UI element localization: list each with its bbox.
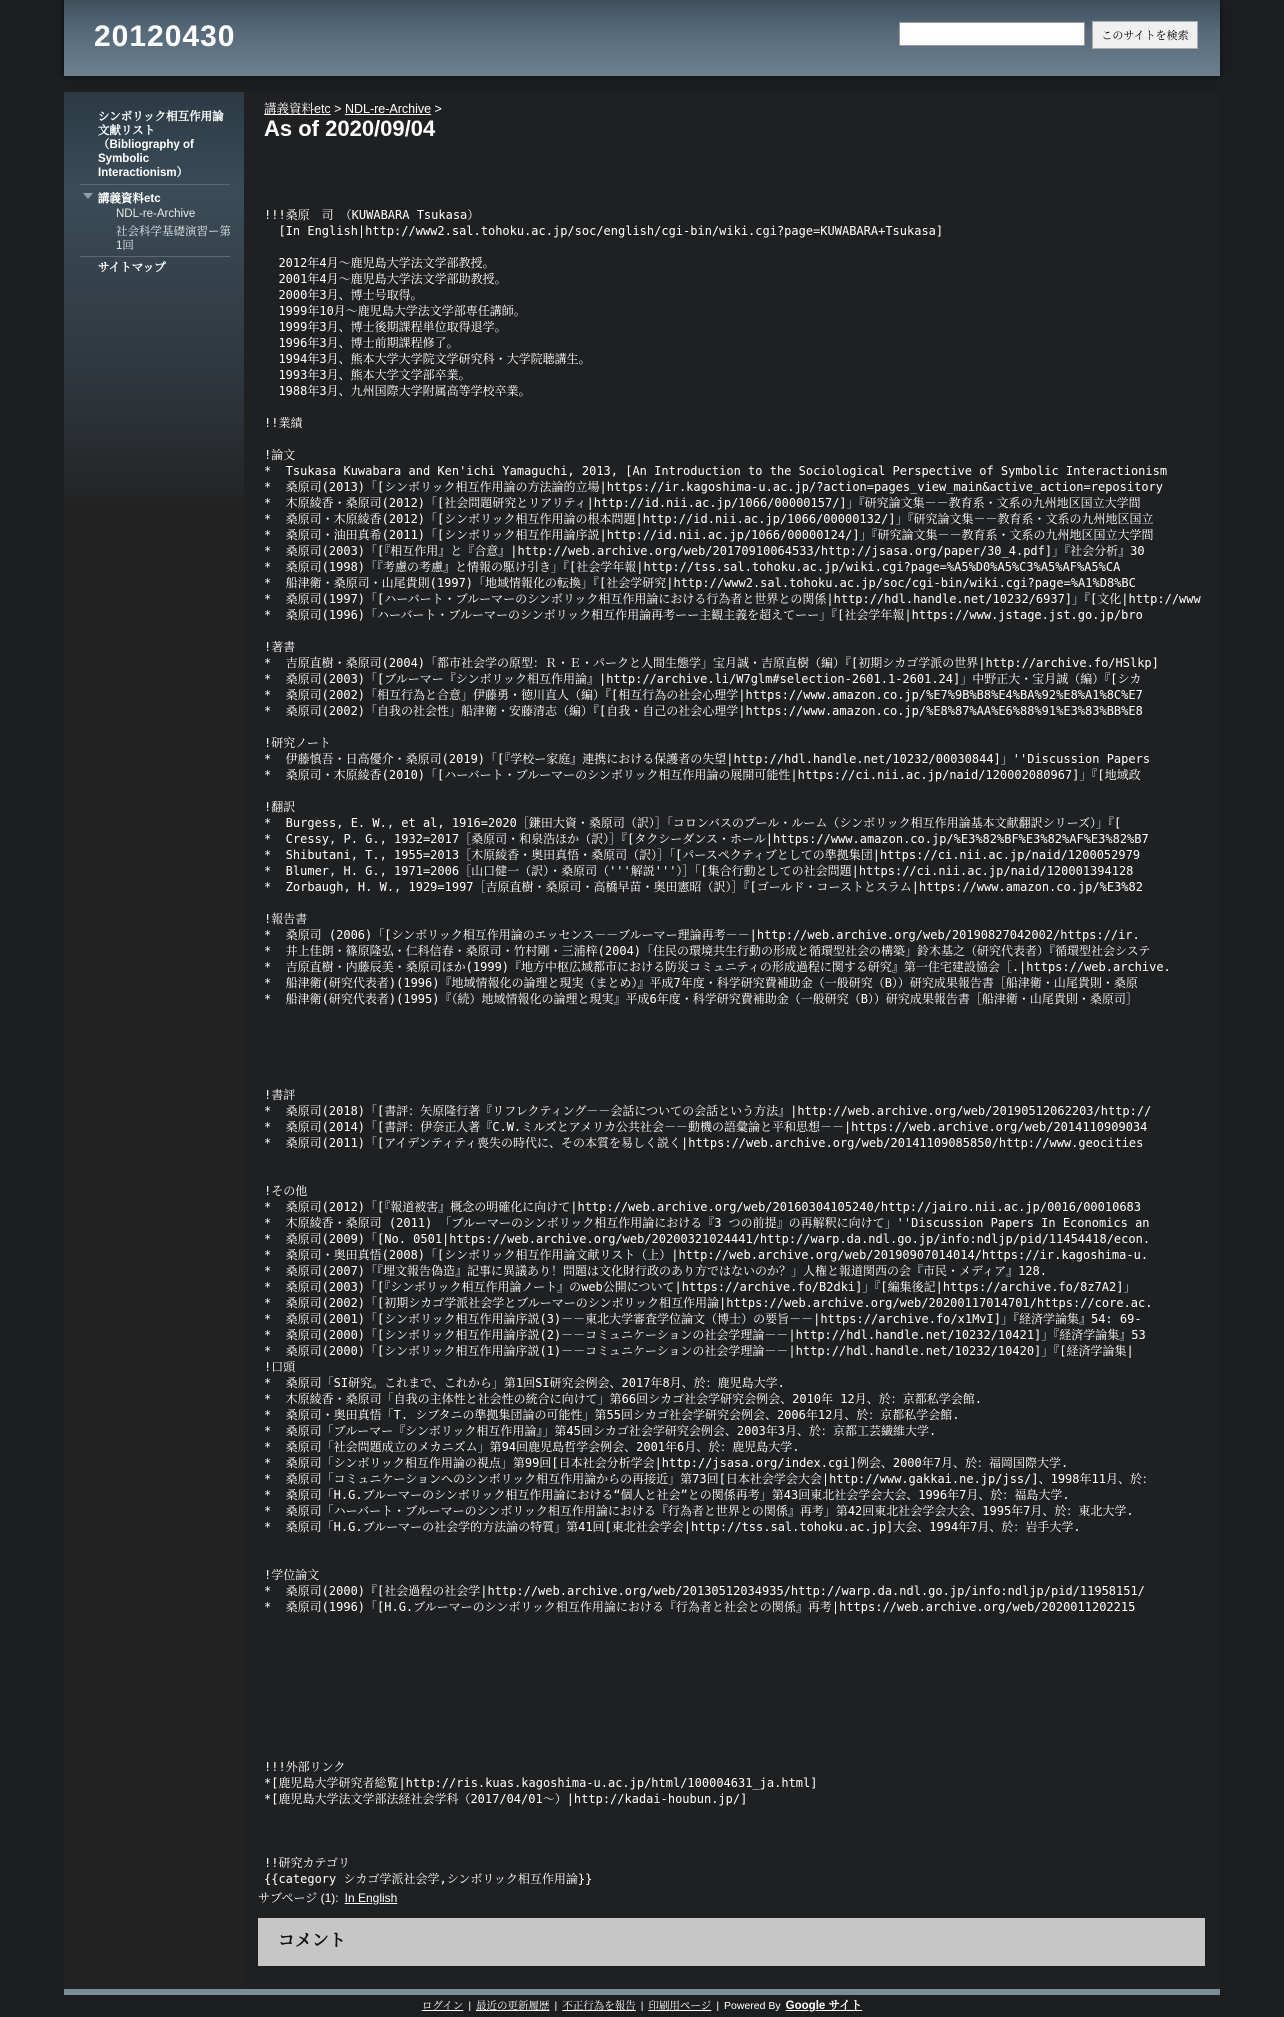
main-content	[244, 92, 1220, 1989]
wiki-source-text	[264, 191, 1220, 1887]
wiki-line: * 桑原司(2003)「[ブルーマー『シンボリック相互作用論』|http://archive.li/W7glm#selection-2601.1-2601.24]」中野正大・宝月誠（編）『[シカ	[264, 672, 1142, 686]
wiki-line: !学位論文	[264, 1568, 320, 1582]
wiki-line: * 船津衛・桑原司・山尾貴則(1997)「地域情報化の転換」『[社会学研究|http://www2.sal.tohoku.ac.jp/soc/cgi-bin/wiki.cgi?page=%A1%D8%BC	[264, 576, 1136, 590]
wiki-line	[264, 1631, 1220, 1647]
wiki-line: * 船津衛(研究代表者)(1996)『地域情報化の論理と現実（まとめ）』平成7年度・科学研究費補助金（一般研究（B））研究成果報告書［船津衛・山尾貴則・桑原	[264, 976, 1138, 990]
wiki-line	[264, 1007, 1220, 1023]
wiki-line: * Burgess, E. W., et al, 1916=2020［鎌田大資・桑原司（訳）］「コロンバスのプール・ルーム（シンボリック相互作用論基本文献翻訳シリーズ）」『[	[264, 816, 1122, 830]
wiki-line: * 桑原司「コミュニケーションへのシンボリック相互作用論からの再接近」第73回[日本社会学会大会|http://www.gakkai.ne.jp/jss/]、1998年11月、於：	[264, 1472, 1154, 1486]
site-header	[64, 0, 1220, 76]
wiki-line: * 木原綾香・桑原司 (2011) 「ブルーマーのシンボリック相互作用論における『3 つの前提』の再解釈に向けて」''Discussion Papers In Economics an	[264, 1216, 1150, 1230]
wiki-line: [In English|http://www2.sal.tohoku.ac.jp/soc/english/cgi-bin/wiki.cgi?page=KUWABARA+Tsukasa]	[264, 224, 944, 238]
wiki-line: * 桑原司「H.G.ブルーマーのシンボリック相互作用論における“個人と社会”との関係再考」第43回東北社会学会大会、1996年7月、於：福島大学.	[264, 1488, 1070, 1502]
wiki-line: * 桑原司(2014)「[書評：伊奈正人著『C.W.ミルズとアメリカ公共社会－－動機の語彙論と平和思想－－|https://web.archive.org/web/2014110909034	[264, 1120, 1148, 1134]
sidebar-item-sitemap[interactable]: サイトマップ	[98, 262, 166, 274]
wiki-line: * 桑原司・木原綾香(2010)「[ハーバート・ブルーマーのシンボリック相互作用論の展開可能性|https://ci.nii.ac.jp/naid/120002080967]」『[地域政	[264, 768, 1141, 782]
breadcrumb-separator: >	[330, 102, 345, 116]
wiki-line: * 木原綾香・桑原司(2012)「[社会問題研究とリアリティ|http://id.nii.ac.jp/1066/00000157/]」『研究論文集－－教育系・文系の九州地区国立大学間	[264, 496, 1141, 510]
wiki-line: !書評	[264, 1088, 296, 1102]
wiki-line: 1999年10月～鹿児島大学法文学部専任講師。	[264, 304, 526, 318]
wiki-line	[264, 1535, 1220, 1551]
wiki-line	[264, 1167, 1220, 1183]
wiki-line: !!研究カテゴリ	[264, 1856, 350, 1870]
wiki-line	[264, 191, 1220, 207]
wiki-line: * 桑原司(1998)「『考慮の考慮』と情報の駆け引き」『[社会学年報|http://tss.sal.tohoku.ac.jp/wiki.cgi?page=%A5%D0%A5%C3%A5%AF%A5%CA	[264, 560, 1121, 574]
wiki-line: * 桑原司(2000)「[シンボリック相互作用論序説(2)－－コミュニケーションの社会学理論－－|http://hdl.handle.net/10232/10421]」『経済学論集』53	[264, 1328, 1146, 1342]
wiki-line: !口頭	[264, 1360, 296, 1374]
wiki-line	[264, 719, 1220, 735]
page-title: As of 2020/09/04	[264, 116, 436, 141]
wiki-line	[264, 431, 1220, 447]
wiki-line: * 桑原司(1997)「[ハーバート・ブルーマーのシンボリック相互作用論における行為者と世界との関係|http://hdl.handle.net/10232/6937]」『[文化|http://www	[264, 592, 1201, 606]
wiki-line: !研究ノート	[264, 736, 331, 750]
breadcrumb-separator: >	[431, 102, 442, 116]
wiki-line: !報告書	[264, 912, 308, 926]
wiki-line	[264, 1055, 1220, 1071]
wiki-line	[264, 239, 1220, 255]
wiki-line	[264, 1839, 1220, 1855]
wiki-line: * 伊藤慎吾・日高優介・桑原司(2019)「[『学校ー家庭』連携における保護者の失望|http://hdl.handle.net/10232/00030844]」''Discussion Papers	[264, 752, 1151, 766]
wiki-line: 1994年3月、熊本大学大学院文学研究科・大学院聴講生。	[264, 352, 591, 366]
wiki-line: * Tsukasa Kuwabara and Ken'ichi Yamaguchi, 2013, [An Introduction to the Sociological Perspective of Symbolic Interactionism	[264, 464, 1168, 478]
wiki-line: * 桑原司・油田真希(2011)「[シンボリック相互作用論序説|http://id.nii.ac.jp/1066/00000124/]」『研究論文集－－教育系・文系の九州地区国立大学間	[264, 528, 1154, 542]
breadcrumb-link-lectures[interactable]: 講義資料etc	[264, 102, 331, 116]
wiki-line: * 桑原司 (2006)「[シンボリック相互作用論のエッセンス－－ブルーマー理論再考－－|http://web.archive.org/web/20190827042002/https://ir.	[264, 928, 1140, 942]
footer-recent-link[interactable]: 最近の更新履歴	[476, 2000, 550, 2012]
wiki-line: * 桑原司・木原綾香(2012)「[シンボリック相互作用論の根本問題|http://id.nii.ac.jp/1066/00000132/]」『研究論文集－－教育系・文系の九州地区国立	[264, 512, 1154, 526]
wiki-line	[264, 1727, 1220, 1743]
wiki-line: 2001年4月～鹿児島大学法文学部助教授。	[264, 272, 507, 286]
sidebar-item-lectures[interactable]: 講義資料etc	[98, 193, 161, 205]
wiki-line: 2012年4月～鹿児島大学法文学部教授。	[264, 256, 495, 270]
wiki-line: * 木原綾香・桑原司「自我の主体性と社会性の統合に向けて」第66回シカゴ社会学研究会例会、2010年 12月、於：京都私学会館.	[264, 1392, 982, 1406]
wiki-line	[264, 1551, 1220, 1567]
wiki-line: !!業績	[264, 416, 303, 430]
wiki-line	[264, 1151, 1220, 1167]
wiki-line: * 桑原司(2013)「[シンボリック相互作用論の方法論的立場|https://ir.kagoshima-u.ac.jp/?action=pages_view_main&active_action=repository	[264, 480, 1163, 494]
wiki-line: * 桑原司(2003)「[『相互作用』と『合意』|http://web.archive.org/web/20170910064533/http://jsasa.org/paper/30_4.pdf]」『社会分析』30	[264, 544, 1145, 558]
wiki-line: * 桑原司「ハーバート・ブルーマーのシンボリック相互作用論における『行為者と世界との関係』再考」第42回東北社会学会大会、1995年7月、於：東北大学.	[264, 1504, 1134, 1518]
sidebar-divider	[80, 256, 230, 257]
wiki-line	[264, 1823, 1220, 1839]
subpages	[258, 1889, 397, 1906]
wiki-line: 2000年3月、博士号取得。	[264, 288, 423, 302]
wiki-line: * 船津衛(研究代表者)(1995)『（続）地域情報化の論理と現実』平成6年度・科学研究費補助金（一般研究（B））研究成果報告書［船津衛・山尾貴則・桑原司］	[264, 992, 1138, 1006]
wiki-line: 1999年3月、博士後期課程単位取得退学。	[264, 320, 507, 334]
subpages-label: サブページ (1):	[258, 1891, 339, 1905]
wiki-line: * 桑原司(2011)「[アイデンティティ喪失の時代に、その本質を易しく説く|https://web.archive.org/web/20141109085850/http://www.geocities	[264, 1136, 1144, 1150]
wiki-line: 1996年3月、博士前期課程修了。	[264, 336, 459, 350]
wiki-line: * 桑原司「社会問題成立のメカニズム」第94回鹿児島哲学会例会、2001年6月、於：鹿児島大学.	[264, 1440, 800, 1454]
wiki-line: * 桑原司「H.G.ブルーマーの社会学的方法論の特質」第41回[東北社会学会|http://tss.sal.tohoku.ac.jp]大会、1994年7月、於：岩手大学.	[264, 1520, 1081, 1534]
comments-title: コメント	[278, 1931, 346, 1950]
wiki-line: * 桑原司・奥田真悟「T. シブタニの準拠集団論の可能性」第55回シカゴ社会学研究会例会、2006年12月、於：京都私学会館.	[264, 1408, 960, 1422]
wiki-line: * 井上佳朗・篠原隆弘・仁科信春・桑原司・竹村剛・三浦梓(2004)「住民の環境共生行動の形成と循環型社会の構築」鈴木基之（研究代表者）『循環型社会システ	[264, 944, 1151, 958]
wiki-line	[264, 1647, 1220, 1663]
wiki-line: * 桑原司「シンボリック相互作用論の視点」第99回[日本社会分析学会|http://jsasa.org/index.cgi]例会、2000年7月、於：福岡国際大学.	[264, 1456, 1069, 1470]
wiki-line: 1993年3月、熊本大学文学部卒業。	[264, 368, 471, 382]
wiki-line: * Cressy, P. G., 1932=2017［桑原司・和泉浩ほか（訳）］『[タクシーダンス・ホール|https://www.amazon.co.jp/%E3%82%BF%E3%82%AF%E3%82%B7	[264, 832, 1149, 846]
wiki-line	[264, 1695, 1220, 1711]
wiki-line: * 桑原司(2007)「『埋文報告偽造』記事に異議あり！問題は文化財行政のあり方ではないのか？」人権と報道関西の会『市民・メディア』128.	[264, 1264, 1047, 1278]
wiki-line: * 桑原司(2018)「[書評：矢原隆行著『リフレクティング－－会話についての会話という方法』|http://web.archive.org/web/20190512062203/http://	[264, 1104, 1152, 1118]
wiki-line	[264, 1743, 1220, 1759]
comments-section	[258, 1918, 1205, 1966]
wiki-line: !著書	[264, 640, 296, 654]
wiki-line: !その他	[264, 1184, 308, 1198]
wiki-line	[264, 1023, 1220, 1039]
wiki-line: * 桑原司(2000)「[シンボリック相互作用論序説(1)－－コミュニケーションの社会学理論－－|http://hdl.handle.net/10232/10420]」『[経済学論集|	[264, 1344, 1134, 1358]
wiki-line: *[鹿児島大学法文学部法経社会学科（2017/04/01～）|http://kadai-houbun.jp/]	[264, 1792, 748, 1806]
wiki-line: * 桑原司(2002)「自我の社会性」船津衛・安藤清志（編）『[自我・自己の社会心理学|https://www.amazon.co.jp/%E8%87%AA%E6%88%91%E3%83%BB%E8	[264, 704, 1143, 718]
footer-google-sites-link[interactable]: Google サイト	[785, 2000, 863, 2012]
sidebar	[64, 92, 244, 1989]
footer-separator: |	[716, 2000, 720, 2012]
wiki-line	[264, 623, 1220, 639]
wiki-line	[264, 1071, 1220, 1087]
footer-powered-by: Powered By	[724, 2000, 781, 2012]
wiki-line: * 桑原司「ブルーマー『シンボリック相互作用論』」第45回シカゴ社会学研究会例会、2003年3月、於：京都工芸繊維大学.	[264, 1424, 937, 1438]
wiki-line: !!!外部リンク	[264, 1760, 346, 1774]
footer-login-link[interactable]: ログイン	[421, 2000, 464, 2012]
wiki-line: !翻訳	[264, 800, 296, 814]
wiki-line: {{category シカゴ学派社会学,シンボリック相互作用論}}	[264, 1872, 593, 1886]
expand-arrow-icon[interactable]	[83, 193, 93, 199]
footer-separator: |	[640, 2000, 644, 2012]
wiki-line	[264, 1807, 1220, 1823]
wiki-line: * Zorbaugh, H. W., 1929=1997［吉原直樹・桑原司・高橋早苗・奥田憲昭（訳）］『[ゴールド・コーストとスラム|https://www.amazon.co.jp/%E3%82	[264, 880, 1143, 894]
site-title[interactable]: 20120430	[94, 20, 236, 53]
wiki-line: * 桑原司(1996)「[H.G.ブルーマーのシンボリック相互作用論における『行為者と社会との関係』再考|https://web.archive.org/web/2020011202215	[264, 1600, 1136, 1614]
wiki-line: * 桑原司(2012)「[『報道被害』概念の明確化に向けて|http://web.archive.org/web/20160304105240/http://jairo.nii.ac.jp/0016/00010683	[264, 1200, 1141, 1214]
breadcrumb	[264, 99, 442, 117]
wiki-line: * 吉原直樹・内藤辰美・桑原司ほか(1999)『地方中枢広域都市における防災コミュニティの形成過程に関する研究』第一住宅建設協会［.|https://web.archive.	[264, 960, 1171, 974]
search-button[interactable]: このサイトを検索	[1092, 21, 1198, 49]
wiki-line: * 桑原司(2000)『[社会過程の社会学|http://web.archive.org/web/20130512034935/http://warp.da.ndl.go.jp/info:ndljp/pid/11958151/	[264, 1584, 1145, 1598]
wiki-line	[264, 399, 1220, 415]
wiki-line: 1988年3月、九州国際大学附属高等学校卒業。	[264, 384, 531, 398]
footer	[0, 1997, 1284, 2013]
wiki-line: * Shibutani, T., 1955=2013［木原綾香・奥田真悟・桑原司（訳）］「[パースペクティブとしての準拠集団|https://ci.nii.ac.jp/naid/1200052979	[264, 848, 1141, 862]
wiki-line: * 桑原司(2002)「相互行為と合意」伊藤勇・徳川直人（編）『[相互行為の社会心理学|https://www.amazon.co.jp/%E7%9B%B8%E4%BA%92%E8%A1%8C%E7	[264, 688, 1143, 702]
sidebar-subitem-seminar[interactable]: 社会科学基礎演習ー第1回	[116, 226, 231, 252]
wiki-line	[264, 895, 1220, 911]
search-input[interactable]	[899, 22, 1085, 46]
footer-print-link[interactable]: 印刷用ページ	[648, 2000, 712, 2012]
wiki-line: !!!桑原 司 （KUWABARA Tsukasa）	[264, 208, 480, 222]
wiki-line	[264, 1663, 1220, 1679]
wiki-line: * 桑原司(2002)「[初期シカゴ学派社会学とブルーマーのシンボリック相互作用論|https://web.archive.org/web/20200117014701/https://core.ac.	[264, 1296, 1153, 1310]
sidebar-divider	[80, 184, 230, 185]
wiki-line	[264, 1711, 1220, 1727]
wiki-line	[264, 1615, 1220, 1631]
wiki-line: * 桑原司「SI研究。これまで、これから」第1回SI研究会例会、2017年8月、於：鹿児島大学.	[264, 1376, 785, 1390]
sidebar-item-bibliography[interactable]: シンボリック相互作用論文献リスト（Bibliography of Symbolic Interactionism）	[98, 111, 224, 179]
footer-divider	[64, 1989, 1220, 1995]
wiki-line: * 桑原司(2001)「[シンボリック相互作用論序説(3)－－東北大学審査学位論文（博士）の要旨－－|https://archive.fo/x1MvI]」『経済学論集』54: 69-	[264, 1312, 1142, 1326]
wiki-line: !論文	[264, 448, 296, 462]
footer-separator: |	[468, 2000, 472, 2012]
wiki-line	[264, 1679, 1220, 1695]
footer-abuse-link[interactable]: 不正行為を報告	[562, 2000, 636, 2012]
wiki-line	[264, 783, 1220, 799]
sidebar-subitem-ndl[interactable]: NDL-re-Archive	[116, 208, 196, 220]
wiki-line: * 桑原司(2009)「[No. 0501|https://web.archive.org/web/20200321024441/http://warp.da.ndl.go.jp/info:ndljp/pid/11454418/econ.	[264, 1232, 1151, 1246]
wiki-line: * 桑原司(1996)「ハーバート・ブルーマーのシンボリック相互作用論再考ーー主観主義を超えてーー」『[社会学年報|https://www.jstage.jst.go.jp/bro	[264, 608, 1143, 622]
subpage-link-english[interactable]: In English	[344, 1891, 398, 1905]
wiki-line: * 桑原司(2003)「[『シンボリック相互作用論ノート』のweb公開について|https://archive.fo/B2dki]」『[編集後記|https://archive.fo/8z7A2]」	[264, 1280, 1136, 1294]
wiki-line: * Blumer, H. G., 1971=2006［山口健一（訳）・桑原司（'''解説'''）］「[集合行動としての社会問題|https://ci.nii.ac.jp/naid/120001394128	[264, 864, 1134, 878]
breadcrumb-link-ndl[interactable]: NDL-re-Archive	[344, 102, 432, 116]
wiki-line: * 桑原司・奥田真悟(2008)「[シンボリック相互作用論文献リスト（上）|http://web.archive.org/web/20190907014014/https://ir.kagoshima-u.	[264, 1248, 1149, 1262]
wiki-line	[264, 1039, 1220, 1055]
footer-separator: |	[554, 2000, 558, 2012]
wiki-line: *[鹿児島大学研究者総覧|http://ris.kuas.kagoshima-u.ac.jp/html/100004631_ja.html]	[264, 1776, 818, 1790]
wiki-line: * 吉原直樹・桑原司(2004)「都市社会学の原型：Ｒ・Ｅ・パークと人間生態学」宝月誠・吉原直樹（編）『[初期シカゴ学派の世界|http://archive.fo/HSlkp]	[264, 656, 1159, 670]
